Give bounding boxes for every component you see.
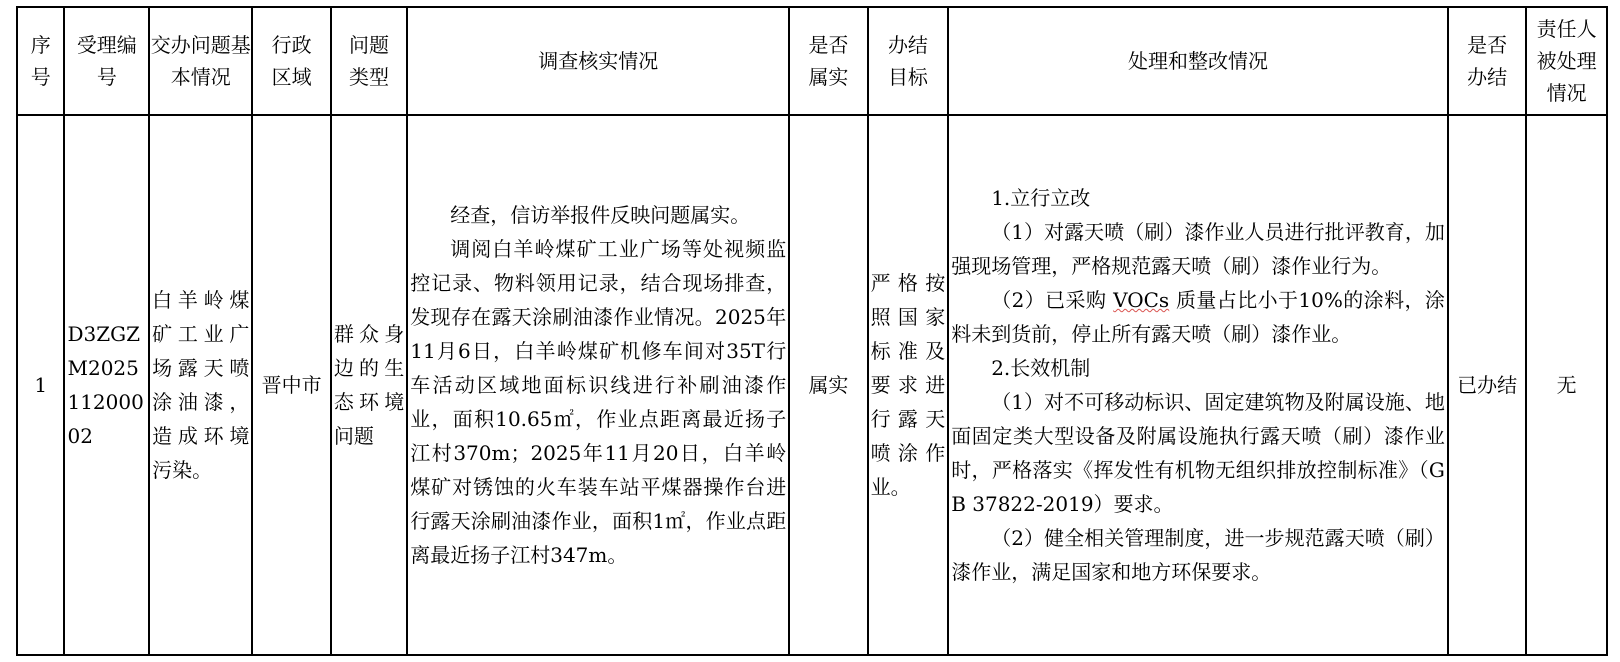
- handling-para-1: （1）对露天喷（刷）漆作业人员进行批评教育，加强现场管理，严格规范露天喷（刷）漆作业行为。: [951, 220, 1445, 278]
- cell-goal: 严格按照国家标准及要求进行露天喷涂作业。: [868, 115, 949, 655]
- col-header-verified: 是否属实: [789, 7, 867, 115]
- cell-verified: 属实: [789, 115, 867, 655]
- col-header-case-no: 受理编号: [64, 7, 149, 115]
- cell-completed: 已办结: [1448, 115, 1526, 655]
- cell-investigation: [407, 115, 789, 655]
- handling-heading-2: 2.长效机制: [991, 356, 1091, 380]
- table-row: [17, 115, 1607, 655]
- investigation-para-1: 经查，信访举报件反映问题属实。: [450, 203, 751, 227]
- cell-type: 群众身边的生态环境问题: [331, 115, 407, 655]
- col-header-accountability: 责任人被处理情况: [1526, 7, 1607, 115]
- handling-para-2: [951, 283, 1445, 351]
- cell-accountability: 无: [1526, 115, 1607, 655]
- handling-para-3: （1）对不可移动标识、固定建筑物及附属设施、地面固定类大型设备及附属设施执行露天喷（刷）漆作业时，严格落实《挥发性有机物无组织排放控制标准》（GB 37822-2019）要求。: [951, 390, 1445, 516]
- col-header-handling: 处理和整改情况: [948, 7, 1448, 115]
- col-header-goal: 办结目标: [868, 7, 949, 115]
- cell-region: 晋中市: [252, 115, 330, 655]
- cell-case-no: D3ZGZM202511200002: [64, 115, 149, 655]
- col-header-region: 行政区域: [252, 7, 330, 115]
- col-header-index: 序号: [17, 7, 64, 115]
- handling-para-2-end: 质量占比小于10%的涂料，涂料未到货前，停止所有露天喷（刷）漆作业。: [951, 288, 1445, 346]
- investigation-para-2: 调阅白羊岭煤矿工业广场等处视频监控记录、物料领用记录，结合现场排查，发现存在露天涂刷油漆作业情况。2025年11月6日，白羊岭煤矿机修车间对35T行车活动区域地面标识线进行补刷油漆作业，面积10.65㎡，作业点距离最近扬子江村370m；2025年11月20日，白羊岭煤矿对锈蚀的火车装车站平煤器操作台进行露天涂刷油漆作业，面积1㎡，作业点距离最近扬子江村347m。: [410, 237, 787, 567]
- spellcheck-word: VOCs: [1113, 288, 1170, 312]
- handling-para-2-start: （2）已采购: [991, 288, 1114, 312]
- handling-para-4: （2）健全相关管理制度，进一步规范露天喷（刷）漆作业，满足国家和地方环保要求。: [951, 526, 1445, 584]
- col-header-completed: 是否办结: [1448, 7, 1526, 115]
- handling-heading-1: 1.立行立改: [991, 186, 1091, 210]
- case-table: [16, 6, 1608, 656]
- col-header-investigation: 调查核实情况: [407, 7, 789, 115]
- header-row: [17, 7, 1607, 115]
- cell-problem: 白羊岭煤矿工业广场露天喷涂油漆，造成环境污染。: [149, 115, 252, 655]
- col-header-type: 问题类型: [331, 7, 407, 115]
- cell-index: 1: [17, 115, 64, 655]
- col-header-problem: 交办问题基本情况: [149, 7, 252, 115]
- cell-handling: [948, 115, 1448, 655]
